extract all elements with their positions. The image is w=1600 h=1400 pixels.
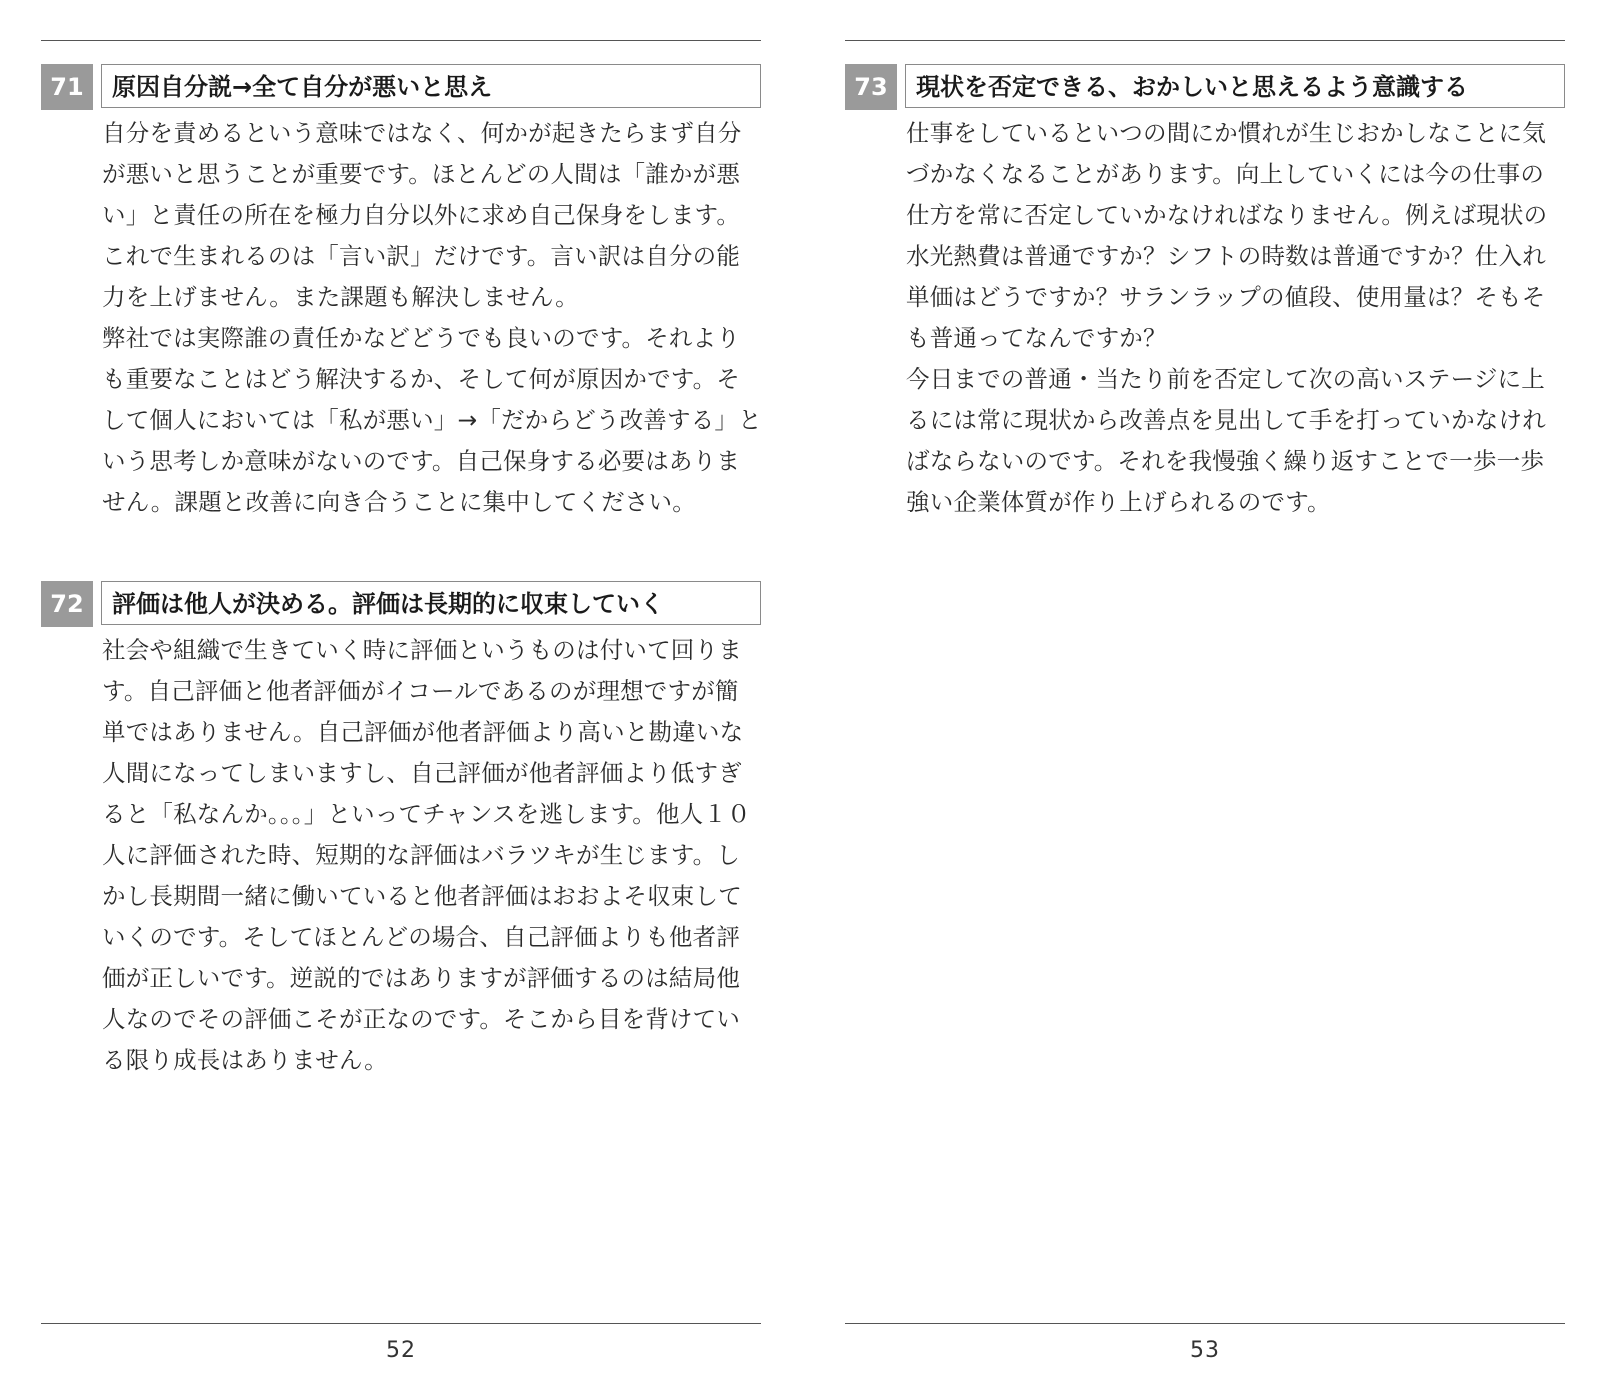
section-number: 73	[845, 64, 897, 110]
paragraph: 社会や組織で生きていく時に評価というものは付いて回ります。自己評価と他者評価がイコールであるのが理想ですが簡単ではありません。自己評価が他者評価より高いと勘違いな人間になってしまいますし、自己評価が他者評価より低すぎると「私なんか。。。」といってチャンスを逃します。他人１０人に評価された時、短期的な評価はバラツキが生じます。しかし長期間一緒に働いていると他者評価はおおよそ収束していくのです。そしてほとんどの場合、自己評価よりも他者評価が正しいです。逆説的ではありますが評価するのは結局他人なのでその評価こそが正なのです。そこから目を背けている限り成長はありません。	[102, 636, 751, 1074]
page-left	[41, 0, 761, 1400]
page-number: 52	[386, 1338, 416, 1363]
section-title: 原因自分説→全て自分が悪いと思え	[101, 64, 761, 108]
section-number: 72	[41, 581, 93, 627]
section-title: 評価は他人が決める。評価は長期的に収束していく	[101, 581, 761, 625]
section-body	[906, 113, 1566, 523]
paragraph: 自分を責めるという意味ではなく、何かが起きたらまず自分が悪いと思うことが重要です。ほとんどの人間は「誰かが悪い」と責任の所在を極力自分以外に求め自己保身をします。	[102, 119, 742, 229]
section-header	[41, 64, 761, 110]
section-header	[845, 64, 1565, 110]
section-72	[41, 581, 761, 1081]
paragraph: これで生まれるのは「言い訳」だけです。言い訳は自分の能力を上げません。また課題も解決しません。	[102, 242, 741, 311]
section-73	[845, 64, 1565, 523]
top-rule	[41, 40, 761, 41]
section-body	[102, 113, 762, 523]
page-right	[845, 0, 1565, 1400]
paragraph: 弊社では実際誰の責任かなどどうでも良いのです。それよりも重要なことはどう解決するか、そして何が原因かです。そして個人においては「私が悪い」→「だからどう改善する」という思考しか意味がないのです。自己保身する必要はありません。課題と改善に向き合うことに集中してください。	[102, 324, 762, 516]
bottom-rule	[845, 1323, 1565, 1324]
section-body	[102, 630, 762, 1081]
paragraph: 今日までの普通・当たり前を否定して次の高いステージに上るには常に現状から改善点を見出して手を打っていかなければならないのです。それを我慢強く繰り返すことで一歩一歩強い企業体質が作り上げられるのです。	[906, 365, 1546, 516]
top-rule	[845, 40, 1565, 41]
section-header	[41, 581, 761, 627]
bottom-rule	[41, 1323, 761, 1324]
section-number: 71	[41, 64, 93, 110]
section-title: 現状を否定できる、おかしいと思えるよう意識する	[905, 64, 1565, 108]
paragraph: 仕事をしているといつの間にか慣れが生じおかしなことに気づかなくなることがあります。向上していくには今の仕事の仕方を常に否定していかなければなりません。例えば現状の水光熱費は普通ですか？シフトの時数は普通ですか？仕入れ単価はどうですか？サランラップの値段、使用量は？そもそも普通ってなんですか？	[906, 119, 1548, 352]
page-number: 53	[1190, 1338, 1220, 1363]
section-71	[41, 64, 761, 523]
